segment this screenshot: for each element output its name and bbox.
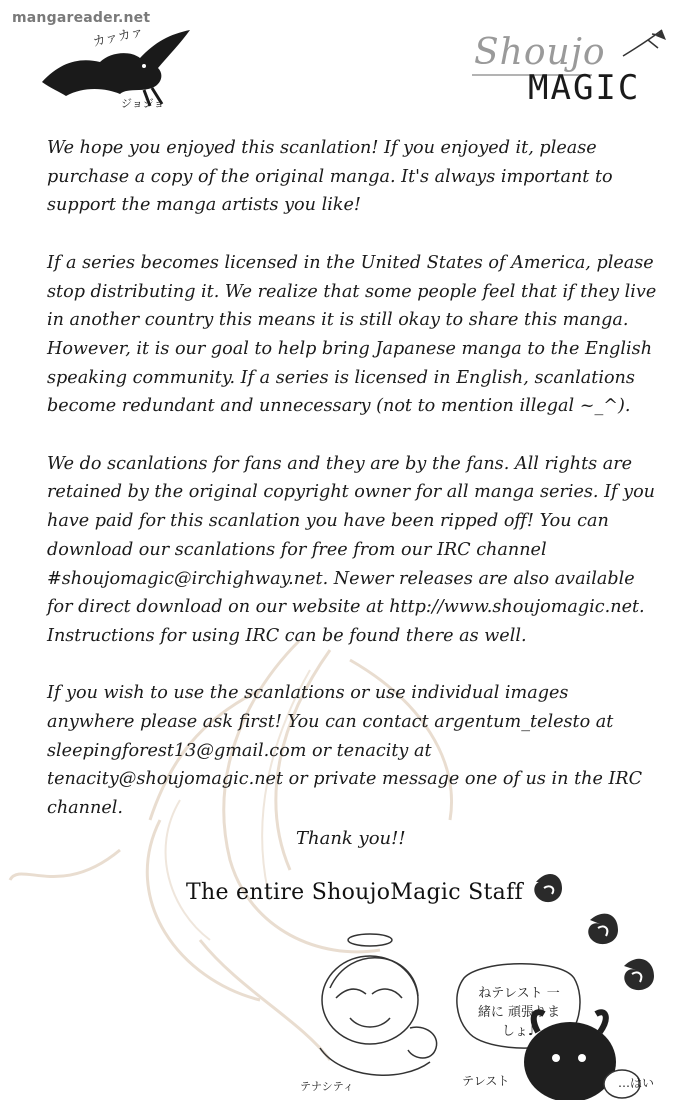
paragraph-enjoy: We hope you enjoyed this scanlation! If you enjoyed it, please purchase a copy of the original manga. It's always important to support the manga artists you like!	[47, 138, 613, 216]
paragraph-contact: If you wish to use the scanlations or use individual images anywhere please ask first! You can contact argentum_telesto at sleepingforest13@gmail.com or tenacity at tenacity@shoujomagic.net or private message one of us in the IRC channel.	[47, 683, 643, 819]
shoujo-magic-logo	[468, 26, 678, 114]
chibi-characters-illustration	[300, 848, 690, 1100]
label-telesto: テレスト	[462, 1074, 510, 1088]
thank-you-text: Thank you!!	[296, 828, 406, 849]
watermark: mangareader.net	[12, 10, 151, 26]
notice-letter	[47, 134, 657, 852]
label-tenacity: テナシティ	[300, 1080, 354, 1093]
logo-text-bottom: MAGIC	[528, 68, 641, 108]
crow-sound-effect: カァカァ	[91, 24, 145, 51]
logo-text-top: Shoujo	[474, 32, 606, 73]
label-hai: …はい	[618, 1076, 655, 1090]
speech-bubble-text: ねテレスト 一緒に 頑張りましょ♪	[477, 986, 561, 1039]
paragraph-rights: We do scanlations for fans and they are by the fans. All rights are retained by the original copyright owner for all manga series. If you have paid for this scanlation you have been ripped off! You can download our scanlations for free from our IRC channel #shoujomagic@irchighway.net. Newer releases are also available for direct download on our website at http://www.shoujomagic.net. Instructions for using IRC can be found there as well.	[47, 453, 656, 646]
crow-name-label: ジョジョ	[121, 97, 165, 110]
paragraph-license: If a series becomes licensed in the United States of America, please stop distributing it. We realize that some people feel that if they live in another country this means it is still okay to share this manga. However, it is our goal to help bring Japanese manga to the English speaking community. If a series is licensed in English, scanlations become redundant and unnecessary (not to mention illegal ~_^).	[47, 252, 657, 417]
staff-signature: The entire ShoujoMagic Staff	[186, 880, 523, 905]
sparkle-icon	[618, 26, 668, 66]
